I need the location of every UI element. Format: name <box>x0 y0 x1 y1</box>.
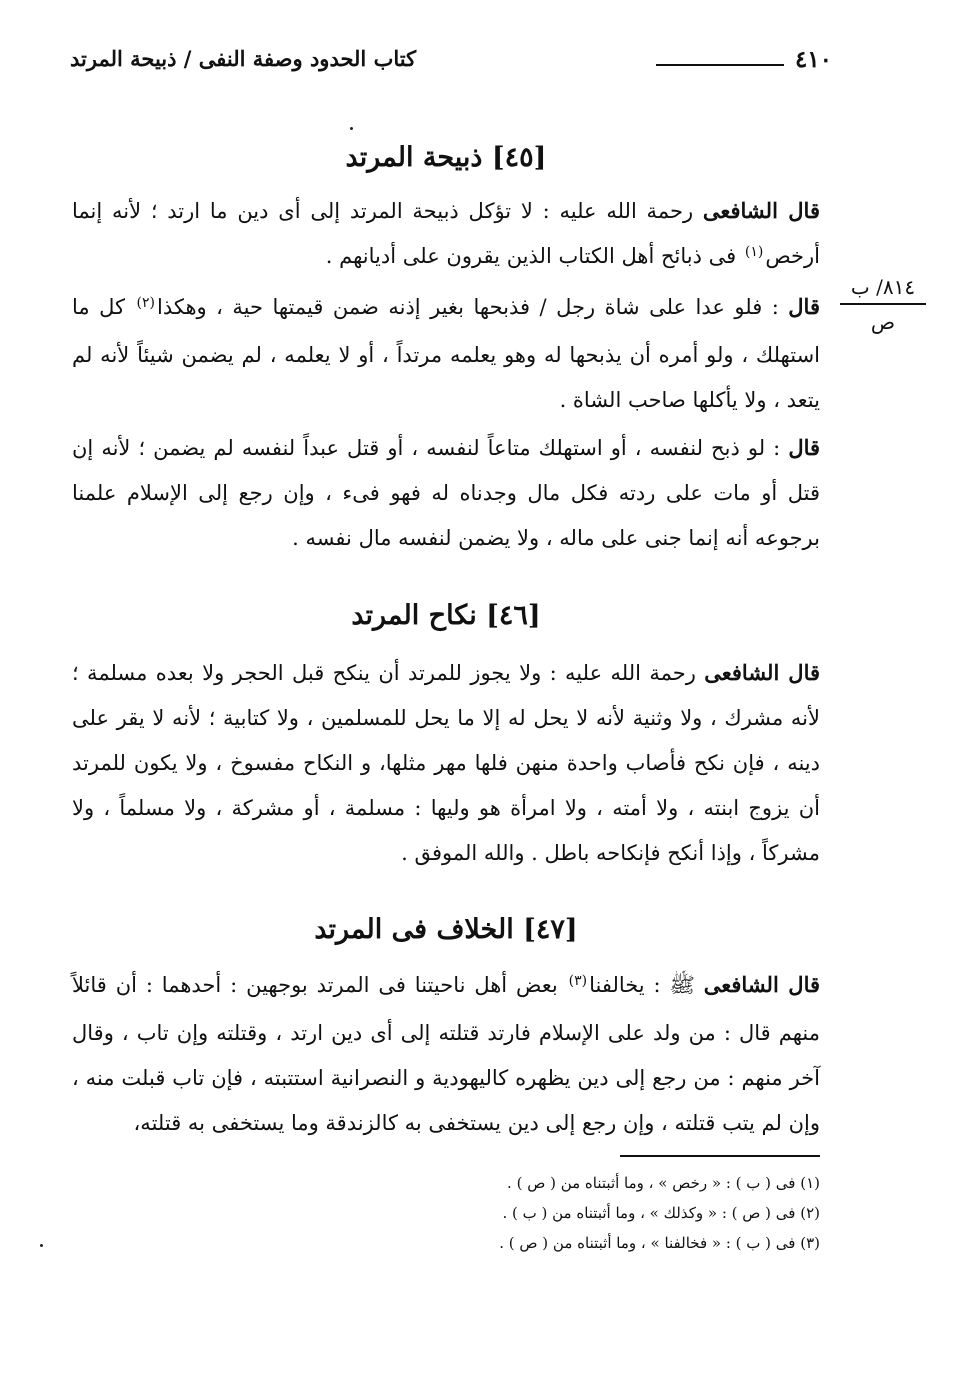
footnote-item: (١) فى ( ب ) : « رخص » ، وما أثبتناه من ( ص ) . <box>507 1174 820 1192</box>
paragraph-text: فى ذبائح أهل الكتاب الذين يقرون على أديانهم . <box>325 244 743 268</box>
paragraph <box>72 284 820 423</box>
paragraph-lead: قال الشافعى <box>703 972 821 997</box>
section-body-45 <box>72 188 820 561</box>
footnote-ref: (١) <box>744 244 764 260</box>
paragraph <box>72 188 820 282</box>
paragraph <box>72 962 820 1146</box>
paragraph-lead: قال الشافعى <box>702 198 820 223</box>
footnote-item: (٣) فى ( ب ) : « فخالفنا » ، وما أثبتناه من ( ص ) . <box>499 1234 820 1252</box>
print-speck <box>40 1244 43 1247</box>
header-rule <box>656 64 784 66</box>
paragraph-text: ﷺ : يخالفنا <box>589 973 704 997</box>
footnote-ref: (٢) <box>136 295 155 311</box>
paragraph <box>72 425 820 561</box>
section-heading-46: [٤٦] نكاح المرتد <box>351 600 541 631</box>
paragraph-text: كل ما استهلك ، ولو أمره أن يذبحها له وهو يعلمه مرتداً ، أو لا يعلمه ، لم يضمن شيئاً لأنه لم يتعد ، ولا يأكلها صاحب الشاة . <box>72 295 820 412</box>
paragraph-text: : لو ذبح لنفسه ، أو استهلك متاعاً لنفسه ، أو قتل عبداً لنفسه لم يضمن ؛ لأنه إن قتل أو مات على ردته فكل مال وجدناه له فهو فىء ، وإن رجع إلى الإسلام علمنا برجوعه أنه إنما جنى على ماله ، ولا يضمن لنفسه مال نفسه . <box>72 436 820 550</box>
paragraph-lead: قال <box>788 294 820 319</box>
footnote-ref: (٣) <box>568 973 588 989</box>
running-title: كتاب الحدود وصفة النفى / ذبيحة المرتد <box>70 46 417 71</box>
manuscript-margin-note <box>840 274 926 335</box>
paragraph-lead: قال الشافعى <box>704 660 821 685</box>
paragraph-text: بعض أهل ناحيتنا فى المرتد بوجهين : أحدهما : أن قائلاً منهم قال : من ولد على الإسلام فارتد قتلته إلى أى دين ارتد ، وقتلته وإن تاب ، وقال آخر منهم : من رجع إلى دين يظهره كاليهودية و النصرانية استتبته ، فإن تاب قبلت منه ، وإن لم يتب قتلته ، وإن رجع إلى دين يستخفى به كالزندقة وما يستخفى به قتلته، <box>72 973 820 1135</box>
paragraph-text: رحمة الله عليه : لا تؤكل ذبيحة المرتد إلى أى دين ما ارتد ؛ لأنه إنما أرخص <box>72 199 820 268</box>
footnote-item: (٢) فى ( ص ) : « وكذلك » ، وما أثبتناه من ( ب ) . <box>502 1204 820 1222</box>
paragraph <box>72 650 820 876</box>
manuscript-siglum: ص <box>870 310 896 334</box>
paragraph-text: رحمة الله عليه : ولا يجوز للمرتد أن ينكح قبل الحجر ولا بعده مسلمة ؛لأنه مشرك ، ولا وثنية لأنه لا يحل له إلا ما يحل للمسلمين ، ولا كتابية ؛ لأنه لا يقر على دينه ، فإن نكح فأصاب واحدة منهن فلها مهر مثلها، و النكاح مفسوخ ، ولا يكون للمرتد أن يزوج ابنته ، ولا أمته ، ولا امرأة هو وليها : مسلمة ، أو مشركة ، ولا مسلماً ، ولا مشركاً ، وإذا أنكح فإنكاحه باطل . والله الموفق . <box>72 661 820 865</box>
print-speck <box>350 127 353 130</box>
folio-reference: ٨١٤/ ب <box>840 274 926 305</box>
section-body-46 <box>72 650 820 876</box>
paragraph-lead: قال <box>788 435 821 460</box>
paragraph-text: : فلو عدا على شاة رجل / فذبحها بغير إذنه ضمن قيمتها حية ، وهكذا <box>157 295 789 319</box>
running-header <box>70 44 832 78</box>
footnote-rule <box>620 1155 820 1157</box>
section-heading-47: [٤٧] الخلاف فى المرتد <box>314 914 578 945</box>
footnotes <box>300 1168 820 1258</box>
section-body-47 <box>72 962 820 1146</box>
page-number: ٤١٠ <box>794 46 832 73</box>
section-heading-45: [٤٥] ذبيحة المرتد <box>345 142 547 173</box>
